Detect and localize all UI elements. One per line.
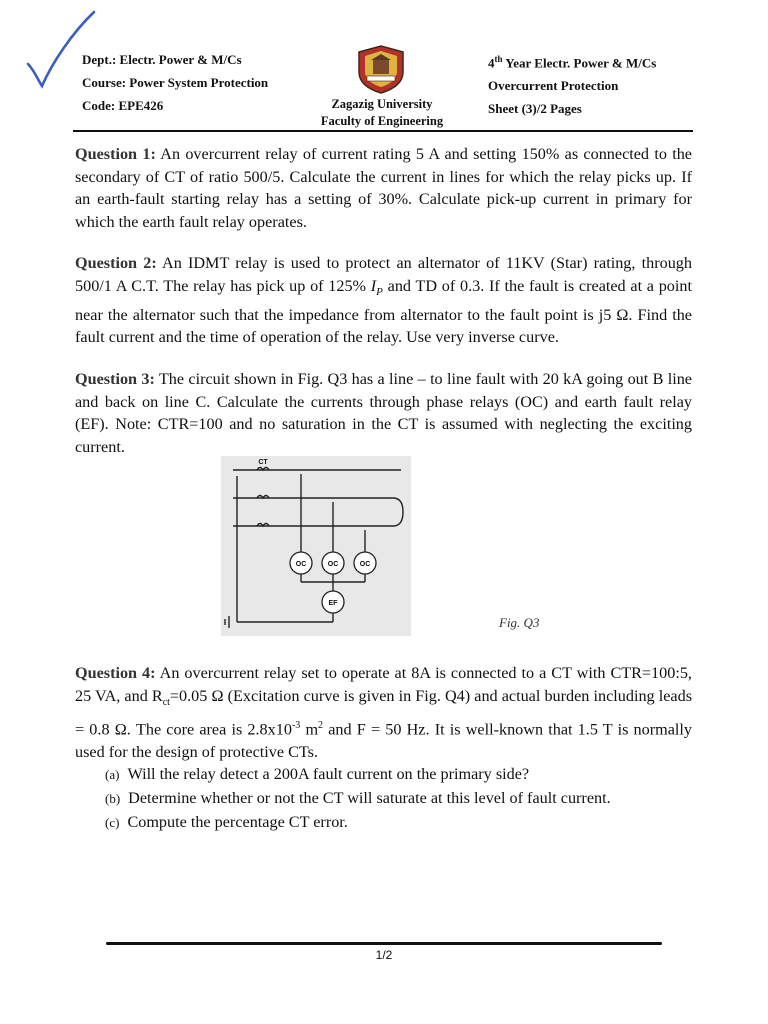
header-left xyxy=(82,48,268,117)
topic-line: Overcurrent Protection xyxy=(488,78,619,94)
ef-label: EF xyxy=(328,600,338,608)
dept-line: Dept.: Electr. Power & M/Cs xyxy=(82,52,242,67)
list-item: (c) Compute the percentage CT error. xyxy=(105,812,348,831)
oc-label-3: OC xyxy=(359,561,371,569)
question-text: An overcurrent relay of current rating 5 A and setting 150% as connected to the secondary of CT of ratio 500/5. Calculate the current in lines for which the relay picks up. If an earth-fault starting relay has a setting of 30%. Calculate pick-up current in primary for which the earth fault relay operates. xyxy=(75,145,692,231)
oc-label-1: OC xyxy=(295,561,307,569)
course-line: Course: Power System Protection xyxy=(82,75,269,90)
list-item: (a) Will the relay detect a 200A fault current on the primary side? xyxy=(105,765,530,784)
oc-label-2: OC xyxy=(327,561,339,569)
question-label: Question 1: xyxy=(75,145,156,163)
faculty-name: Faculty of Engineering xyxy=(320,114,444,128)
relay-circuit-diagram xyxy=(221,456,411,636)
footer-rule xyxy=(106,942,662,945)
page-number: 1/2 xyxy=(375,948,393,962)
question-2: Question 2: An IDMT relay is used to protect an alternator of 11KV (Star) rating, through 500/1 A C.T. The relay has pick up of 125% $I_P$ and TD of 0.3. If the fault is created at a point near the alternator such that the impedance from alternator to the fault point is j5 Ω. Find the fault current and the time of operation of the relay. Use very inverse curve. xyxy=(75,254,692,347)
sheet-line: Sheet (3)/2 Pages xyxy=(488,101,582,117)
university-name: Zagazig University xyxy=(331,97,433,111)
question-text: The circuit shown in Fig. Q3 has a line – to line fault with 20 kA going out B line and back on line C. Calculate the currents through phase relays (OC) and earth fault relay (EF). Note: CTR=100 and no saturation in the CT is assumed with neglecting the exciting current. xyxy=(75,369,692,456)
question-label: Question 3: xyxy=(75,369,155,388)
question-label: Question 4: xyxy=(75,664,156,683)
header-center xyxy=(300,96,464,130)
header-right xyxy=(488,48,656,120)
year-line: 4th Year Electr. Power & M/Cs xyxy=(488,54,657,71)
sheet-content xyxy=(75,143,692,853)
code-line: Code: EPE426 xyxy=(82,98,164,113)
university-logo xyxy=(355,44,407,94)
question-4-parts xyxy=(75,763,692,834)
figure-caption: Fig. Q3 xyxy=(499,615,540,631)
question-label: Question 2: xyxy=(75,254,157,273)
figure-q3 xyxy=(75,456,692,654)
question-1 xyxy=(75,143,692,233)
question-3 xyxy=(75,368,692,458)
list-item: (b) Determine whether or not the CT will saturate at this level of fault current. xyxy=(105,788,611,807)
header-rule xyxy=(73,130,693,132)
question-4: Question 4: An overcurrent relay set to operate at 8A is connected to a CT with CTR=100:5, 25 VA, and $R_{ct}=0.05$ Ω (Excitation curve is given in Fig. Q4) and actual burden including leads = 0.8 Ω. The core area is $2.8x10^{-3}$ $m^2$ and F = 50 Hz. It is well-known that 1.5 T is normally used for the design of protective CTs. (a) Will the relay detect a 200A fault current on the primary side? (b) Determine whether or not the CT will saturate at this level of fault current. (c) Compute the percentage CT error. xyxy=(75,662,692,834)
ct-label: CT xyxy=(258,459,268,467)
